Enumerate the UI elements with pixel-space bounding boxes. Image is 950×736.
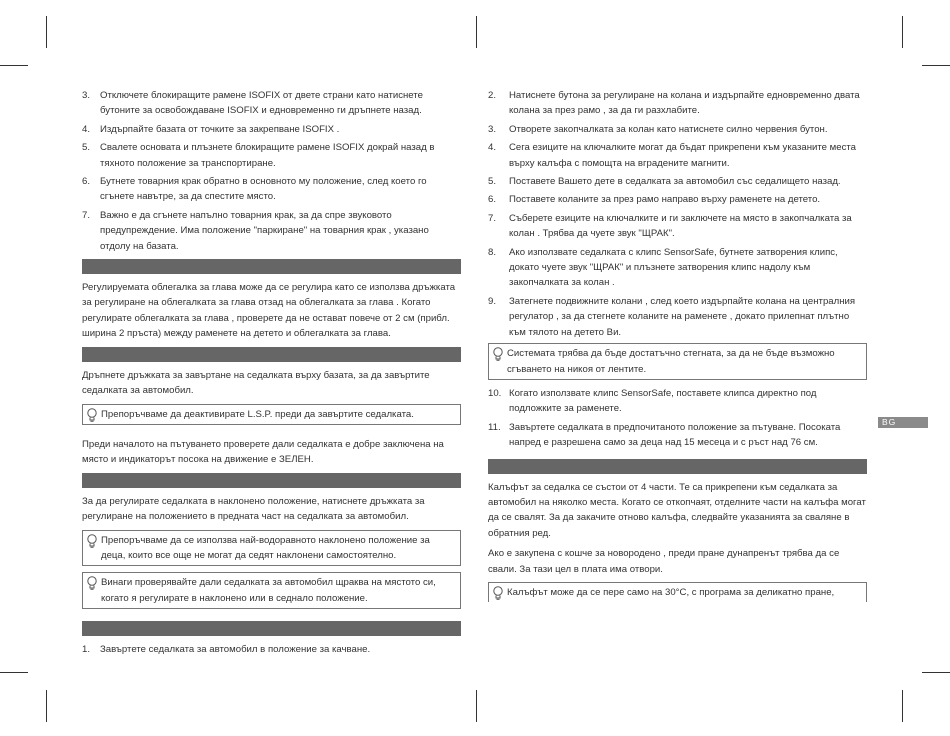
- lightbulb-icon: [86, 408, 98, 422]
- section-header-bar: [82, 473, 461, 488]
- lightbulb-icon: [492, 586, 504, 600]
- travel-check-paragraph: Преди началото на пътуването проверете дали седалката е добре заключена на място и индикаторът посока на движение е ЗЕЛЕН.: [82, 438, 444, 466]
- crop-mark: [46, 690, 47, 722]
- steps-list-final: [488, 386, 867, 451]
- list-item: 6. Бутнете товарния крак обратно в основното му положение, след което го сгънете навътре, за да спестите място.: [82, 176, 427, 203]
- lightbulb-icon: [86, 534, 98, 548]
- section-header-bar: [82, 347, 461, 362]
- note-box: Системата трябва да бъде достатъчно стегната, за да не бъде възможно сгъването на никоя от лентите.: [488, 343, 867, 380]
- crop-mark: [0, 672, 28, 673]
- crop-mark: [922, 672, 950, 673]
- crop-mark: [476, 690, 477, 722]
- list-item: 11. Завъртете седалката в предпочитаното положение за пътуване. Посоката напред е разрешена само за деца над 15 месеца и с ръст над 76 см.: [488, 421, 841, 449]
- steps-list-removal: [82, 88, 461, 254]
- section-header-bar: [82, 259, 461, 274]
- steps-list-harness: [82, 642, 461, 657]
- steps-list-harness-continued: [488, 88, 867, 340]
- list-item: 6. Поставете коланите за през рамо направо върху раменете на детето.: [488, 194, 821, 206]
- newborn-paragraph: Ако е закупена с кошче за новородено , преди пране дунапренът трябва да се свали. За тази цел в плата има отвори.: [488, 548, 840, 575]
- list-item: 7. Съберете езиците на ключалките и ги заключете на място в закопчалката за колан . Трябва да чуете звук "ЩРАК".: [488, 212, 852, 240]
- note-box: Винаги проверявайте дали седалката за автомобил щраква на мястото си, когато я регулирате в наклонено или в седнало положение.: [82, 572, 461, 609]
- right-column: [488, 88, 867, 614]
- list-item: 5. Поставете Вашето дете в седалката за автомобил със седалището назад.: [488, 176, 841, 188]
- crop-mark: [0, 65, 28, 66]
- rotation-paragraph: Дръпнете дръжката за завъртане на седалката върху базата, за да завъртите седалката за автомобил.: [82, 369, 430, 397]
- note-box: Препоръчваме да деактивирате L.S.P. преди да завъртите седалката.: [82, 404, 461, 425]
- cover-paragraph: Калъфът за седалка се състои от 4 части. Те са прикрепени към седалката за автомобил на няколко места. Когато се откопчаят, отделните части на калъфа могат да се свалят. За да закачите отново калъфа, следвайте указанията за сваляне в обратния ред.: [488, 481, 866, 539]
- list-item: 7. Важно е да сгънете напълно товарния крак, за да спре звуковото предупреждение. Има положение "паркиране" на товарния крак , указано отдолу на базата.: [82, 209, 429, 252]
- crop-mark: [46, 16, 47, 48]
- list-item: 3. Отключете блокиращите рамене ISOFIX от двете страни като натиснете бутоните за освобождаване ISOFIX и едновременно ги дръпнете назад.: [82, 90, 423, 117]
- list-item: 3. Отворете закопчалката за колан като натиснете силно червения бутон.: [488, 123, 828, 135]
- list-item: 9. Затегнете подвижните колани , след което издърпайте колана на централния регулатор , за да стегнете коланите на раменете , докато прилепнат плътно към тялото на детето Ви.: [488, 295, 856, 338]
- list-item: 10. Когато използвате клипс SensorSafe, поставете клипса директно под подложките за раменете.: [488, 387, 817, 415]
- section-header-bar: [488, 459, 867, 474]
- crop-mark: [476, 16, 477, 48]
- recline-paragraph: За да регулирате седалката в наклонено положение, натиснете дръжката за регулиране на положението в предната част на седалката за автомобил.: [82, 495, 425, 523]
- crop-mark: [922, 65, 950, 66]
- list-item: 4. Издърпайте базата от точките за закрепване ISOFIX .: [82, 123, 340, 135]
- list-item: 5. Свалете основата и плъзнете блокиращите рамене ISOFIX докрай назад в тяхното положение за транспортиране.: [82, 142, 435, 169]
- lightbulb-icon: [86, 576, 98, 590]
- note-box: Калъфът може да се пере само на 30°C, с програма за деликатно пране,: [488, 582, 867, 602]
- lightbulb-icon: [492, 347, 504, 361]
- crop-mark: [902, 690, 903, 722]
- list-item: 8. Ако използвате седалката с клипс SensorSafe, бутнете затворения клипс, докато чуете звук "ЩРАК" и плъзнете затворения клипс надолу към закопчалката за колан .: [488, 246, 838, 289]
- list-item: 1. Завъртете седалката за автомобил в положение за качване.: [82, 644, 371, 656]
- language-tab: BG: [878, 417, 928, 428]
- left-column: [82, 88, 461, 661]
- list-item: 4. Сега езиците на ключалките могат да бъдат прикрепени към указаните места върху калъфа с помощта на вградените магнити.: [488, 142, 857, 169]
- section-header-bar: [82, 621, 461, 636]
- list-item: 2. Натиснете бутона за регулиране на колана и издърпайте едновременно двата колана за през рамо , за да ги разхлабите.: [488, 90, 860, 117]
- headrest-paragraph: Регулируемата облегалка за глава може да се регулира като се използва дръжката за регулиране на облегалката за глава отзад на облегалката за глава . Когато регулирате облегалката за глава , проверете да не остават повече от 2 см (прибл. ширина 2 пръста) между раменете на детето и облегалката за глава.: [82, 282, 456, 340]
- note-box: Препоръчваме да се използва най-водоравното наклонено положение за деца, които все още не могат да седят наклонени самостоятелно.: [82, 530, 461, 567]
- crop-mark: [902, 16, 903, 48]
